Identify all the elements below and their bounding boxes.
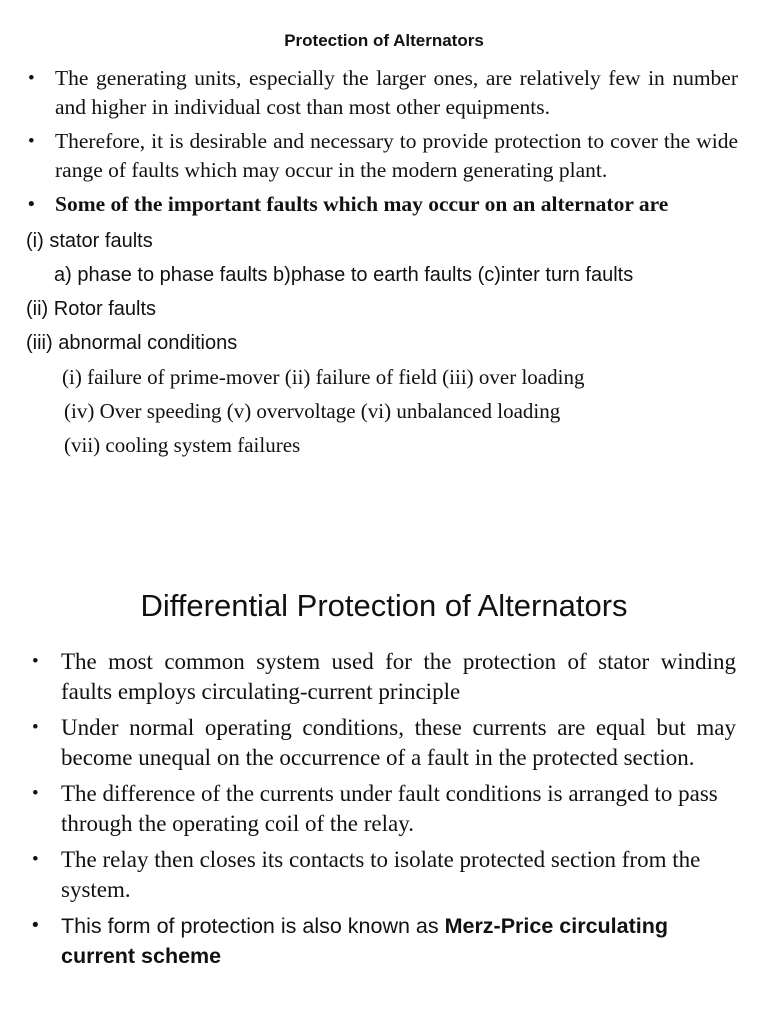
bullet-text: The most common system used for the protection of stator winding faults employs circulating-current principle <box>61 649 736 704</box>
bullet-dot: • <box>32 717 39 738</box>
bullet-item <box>30 713 736 773</box>
bullet-dot: • <box>32 783 39 804</box>
bullet-text-prefix: This form of protection is also known as <box>61 914 445 938</box>
bullet-text: Under normal operating conditions, these currents are equal but may become unequal on the occurrence of a fault in the protected section. <box>61 715 736 770</box>
section-protection-of-alternators <box>28 64 738 462</box>
bullet-dot: • <box>28 194 35 215</box>
bullet-item <box>30 845 736 905</box>
bullet-item <box>30 647 736 707</box>
bullet-dot: • <box>32 651 39 672</box>
abnormal-item: (vii) cooling system failures <box>64 433 301 457</box>
bullet-text: The relay then closes its contacts to isolate protected section from the system. <box>61 847 701 902</box>
bullet-item <box>28 127 738 185</box>
bullet-dot: • <box>28 68 35 89</box>
bullet-item <box>30 911 736 971</box>
abnormal-item: (i) failure of prime-mover (ii) failure of field (iii) over loading <box>62 365 585 389</box>
bullet-dot: • <box>28 131 35 152</box>
stator-fault-types: a) phase to phase faults b)phase to earth faults (c)inter turn faults <box>54 264 634 286</box>
section-title-differential: Differential Protection of Alternators <box>140 588 628 623</box>
section-title-protection: Protection of Alternators <box>284 31 484 50</box>
merz-price-term: Merz-Price circulating current scheme <box>61 914 669 968</box>
bullet-dot: • <box>32 915 39 936</box>
bullet-item <box>28 190 738 219</box>
bullet-item <box>30 779 736 839</box>
abnormal-conditions-heading: (iii) abnormal conditions <box>26 332 238 354</box>
bullet-item <box>28 64 738 122</box>
section-differential-protection <box>30 647 736 977</box>
bullet-dot: • <box>32 849 39 870</box>
bullet-text: The generating units, especially the larger ones, are relatively few in number and higher in individual cost than most other equipments. <box>55 66 738 119</box>
bullet-text: Some of the important faults which may occur on an alternator are <box>55 192 669 216</box>
bullet-text: The difference of the currents under fault conditions is arranged to pass through the operating coil of the relay. <box>61 781 718 836</box>
rotor-faults-heading: (ii) Rotor faults <box>26 298 157 320</box>
abnormal-item: (iv) Over speeding (v) overvoltage (vi) unbalanced loading <box>64 399 561 423</box>
bullet-text: Therefore, it is desirable and necessary to provide protection to cover the wide range of faults which may occur in the modern generating plant. <box>55 129 738 182</box>
stator-faults-heading: (i) stator faults <box>26 230 153 252</box>
